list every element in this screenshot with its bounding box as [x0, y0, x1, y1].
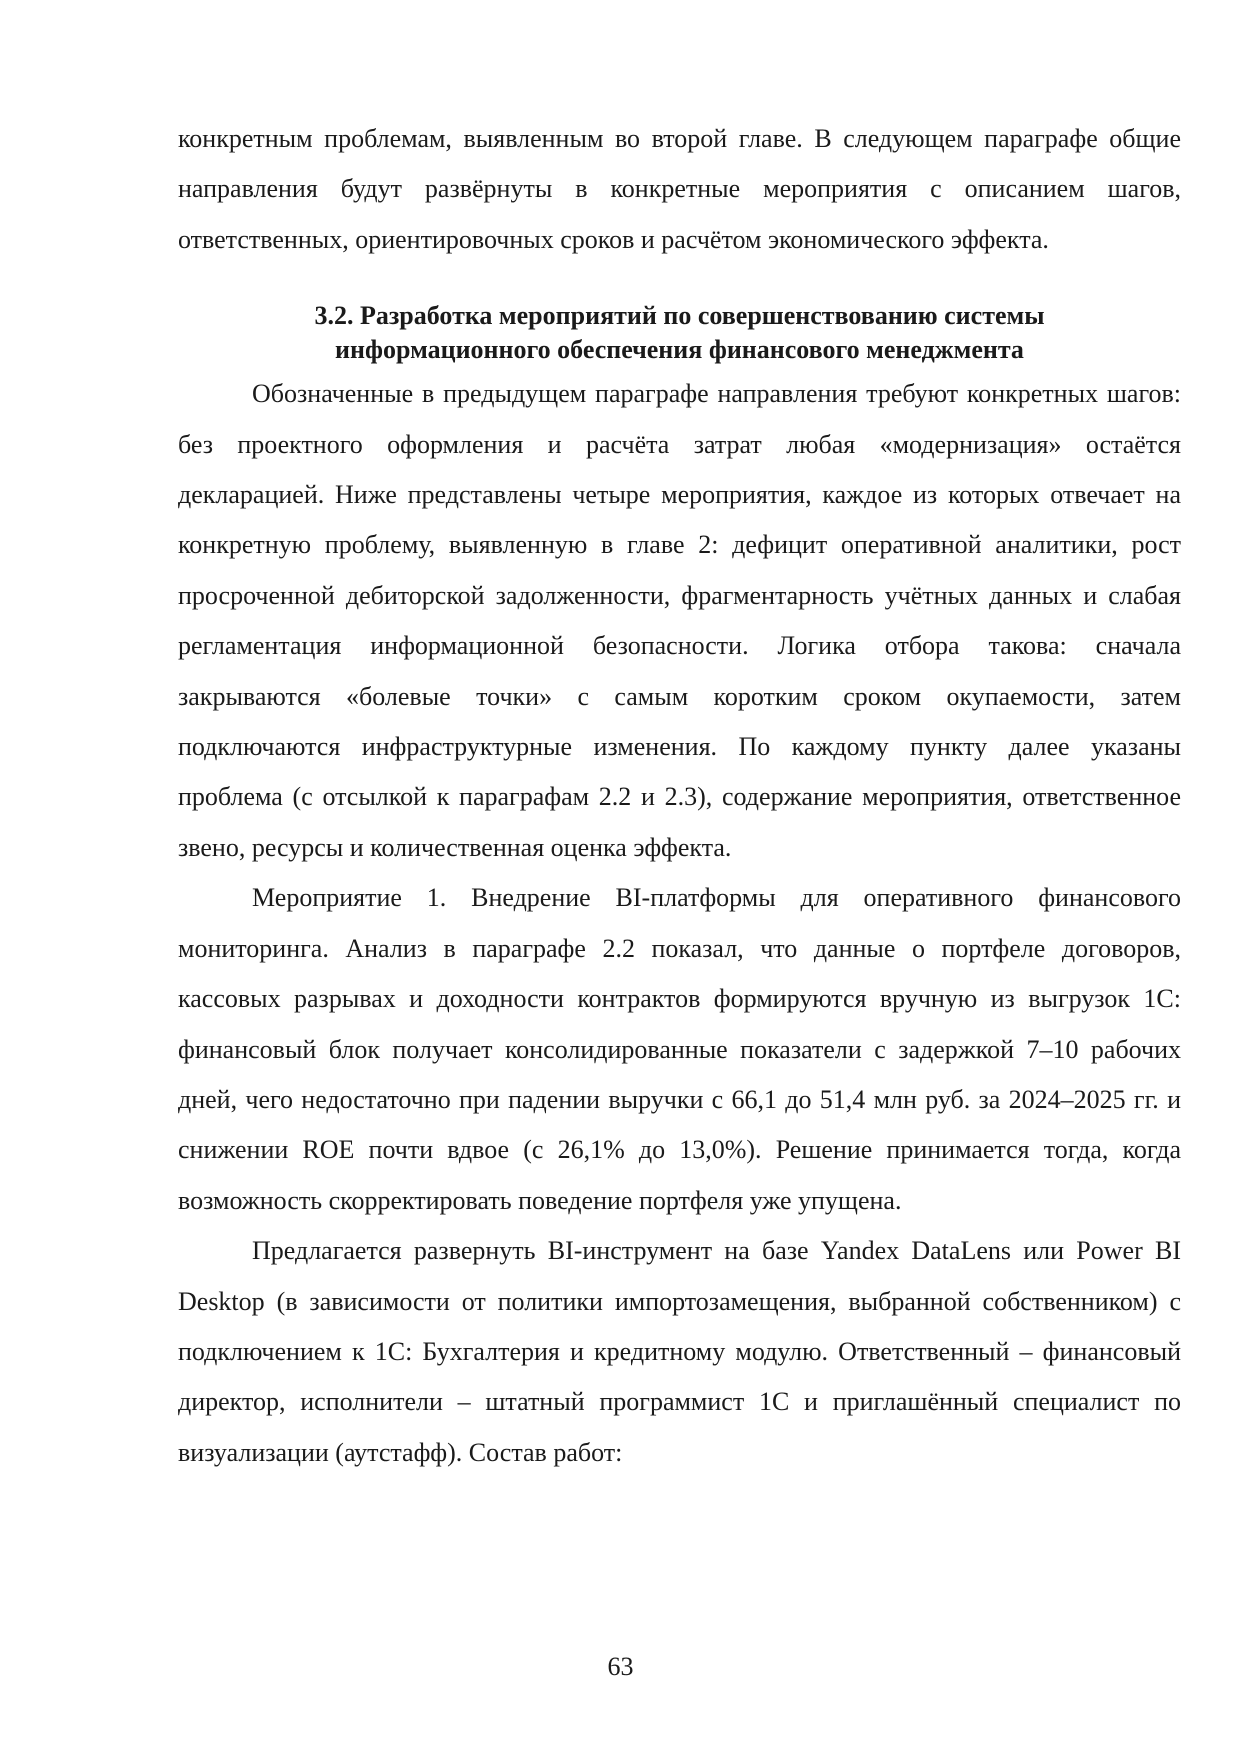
paragraph-measure-1-proposal: Предлагается развернуть BI-инструмент на базе Yandex DataLens или Power BI Desktop (в зависимости от политики импортозамещения, выбранной собственником) с подключением к 1С: Бухгалтерия и кредитному модулю. Ответственный – финансовый директор, исполнители – штатный программист 1С и приглашённый специалист по визуализации (аутстафф). Состав работ:	[178, 1236, 1181, 1467]
section-heading-line-2: информационного обеспечения финансового менеджмента	[335, 335, 1024, 365]
section-heading	[178, 299, 1181, 367]
section-heading-line-1: 3.2. Разработка мероприятий по совершенствованию системы	[314, 301, 1045, 331]
paragraph-continuation: конкретным проблемам, выявленным во второй главе. В следующем параграфе общие направления будут развёрнуты в конкретные мероприятия с описанием шагов, ответственных, ориентировочных сроков и расчётом экономического эффекта.	[178, 124, 1181, 254]
page-number: 63	[607, 1652, 634, 1681]
paragraph-intro: Обозначенные в предыдущем параграфе направления требуют конкретных шагов: без проектного оформления и расчёта затрат любая «модернизация» остаётся декларацией. Ниже представлены четыре мероприятия, каждое из которых отвечает на конкретную проблему, выявленную в главе 2: дефицит оперативной аналитики, рост просроченной дебиторской задолженности, фрагментарность учётных данных и слабая регламентация информационной безопасности. Логика отбора такова: сначала закрываются «болевые точки» с самым коротким сроком окупаемости, затем подключаются инфраструктурные изменения. По каждому пункту далее указаны проблема (с отсылкой к параграфам 2.2 и 2.3), содержание мероприятия, ответственное звено, ресурсы и количественная оценка эффекта.	[178, 379, 1181, 862]
paragraph-measure-1: Мероприятие 1. Внедрение BI-платформы для оперативного финансового мониторинга. Анализ в параграфе 2.2 показал, что данные о портфеле договоров, кассовых разрывах и доходности контрактов формируются вручную из выгрузок 1С: финансовый блок получает консолидированные показатели с задержкой 7–10 рабочих дней, чего недостаточно при падении выручки с 66,1 до 51,4 млн руб. за 2024–2025 гг. и снижении ROE почти вдвое (с 26,1% до 13,0%). Решение принимается тогда, когда возможность скорректировать поведение портфеля уже упущена.	[178, 883, 1181, 1215]
page-content	[178, 114, 1181, 1478]
